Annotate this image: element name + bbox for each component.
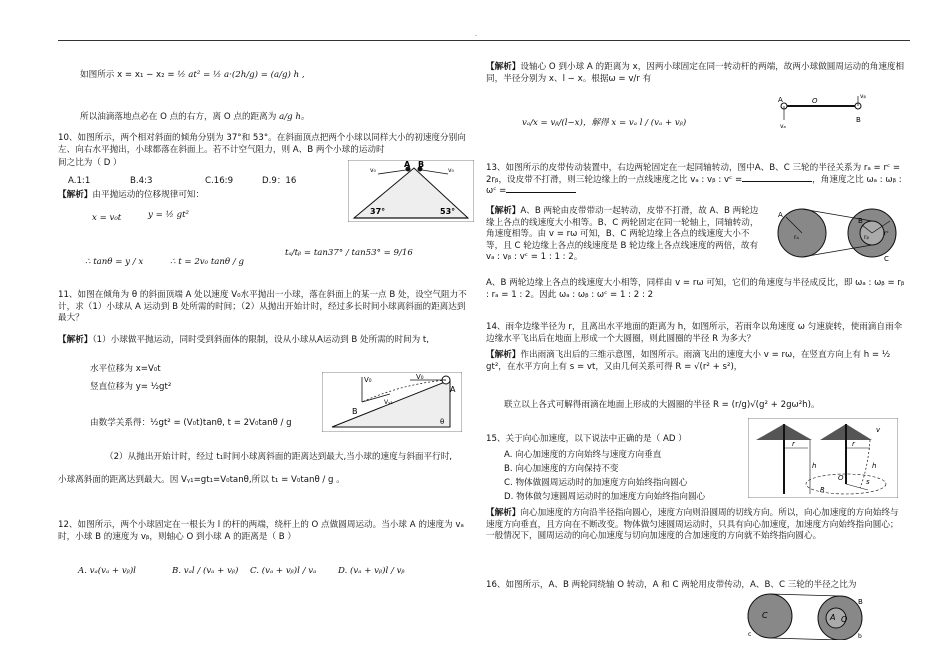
q12-option-b: B. vₐl / (vₐ + vᵦ): [172, 566, 239, 576]
q13-stem-text: 13、如图所示的皮带传动装置中，右边两轮固定在一起同轴转动，图中A、B、C 三轮的半径关系为 rₐ = rᶜ = 2rᵦ，设皮带不打滑，则三轮边缘上的一点线速度之比 vₐ : vᵦ : vᶜ =: [486, 163, 901, 185]
q13-belt-figure: [772, 205, 902, 263]
q13-fig-ra: rₐ: [794, 234, 799, 241]
q14-jiexi-text: 作出雨滴飞出后的三维示意图，如图所示。雨滴飞出的速度大小 v = rω，在竖直方向上有 h = ½ gt²，在水平方向上有 s = vt，又由几何关系可得 R = √(r² + s²)，: [486, 350, 891, 372]
q10-jiexi: [58, 190, 204, 202]
q14-fig-r-2: r: [852, 440, 855, 448]
header-rule: [58, 40, 910, 41]
q10-option-c: C.16:9: [205, 176, 234, 186]
q14-fig-r-1: r: [792, 440, 795, 448]
q11-fig-a: A: [450, 385, 456, 394]
q10-stem: 10、如图所示，两个相对斜面的倾角分别为 37°和 53°。在斜面顶点把两个小球以同样大小的初速度分别向左、向右水平抛出，小球都落在斜面上。若不计空气阻力，则 A、B 两个小球的运动时: [58, 133, 466, 155]
intro-line-1-formula: ½ at² = ½ a·(2h/g) = (a/g) h ,: [177, 70, 305, 80]
q11-line-3: 由数学关系得：½gt² = (V₀t)tanθ, t = 2V₀tanθ / g: [90, 418, 292, 428]
q10-incline-figure: [348, 160, 474, 222]
q11-jiexi-label: 【解析】: [58, 335, 93, 345]
q14-fig-big-r: R: [820, 486, 825, 494]
q11-jiexi: [58, 335, 470, 347]
intro-line-2-text: 所以油滴落地点必在 O 点的右方，离 O 点的距离为: [80, 112, 277, 122]
q15-stem: 15、关于向心加速度，以下说法中正确的是（ AD ）: [486, 434, 687, 444]
q10-formula-5: tₐ/tᵦ = tan37° / tan53° = 9/16: [285, 248, 413, 258]
q10-fig-label-b: B: [418, 160, 425, 169]
q11-fig-v0-b: V₀: [416, 373, 424, 381]
q14-fig-h-2: h: [872, 462, 877, 470]
q12-stem: 12、如图所示，两个小球固定在一根长为 l 的杆的两端，绕杆上的 O 点做圆周运动。当小球 A 的速度为 vₐ时，小球 B 的速度为 vᵦ，则轴心 O 到小球 A 的距离是（ B ）: [58, 520, 464, 542]
q15-option-a: A. 向心加速度的方向始终与速度方向垂直: [504, 450, 662, 460]
q14-fig-h-1: h: [812, 462, 817, 470]
q10-stem-2: 间之比为（ D ）: [58, 158, 122, 168]
q13-jiexi-text: A、B 两轮由皮带带动一起转动，皮带不打滑，故 A、B 两轮边缘上各点的线速度大小相等。B、C 两轮固定在同一轮轴上，同轴转动，角速度相等。由 v = rω 可知，B、C 两轮边缘上各点的线速度大小不等，且 C 轮边缘上各点的线速度是 B 轮边缘上各点线速度的两倍，故有 vₐ : vᵦ : vᶜ = 1 : 1 : 2。: [486, 206, 759, 263]
q12-rod-figure: [776, 92, 876, 132]
q16-fig-c: C: [762, 611, 768, 620]
q12-fig-o: O: [812, 97, 818, 105]
q16-fig-a: A: [830, 613, 836, 622]
q11-jiexi-text: （1）小球做平抛运动，同时受到斜面体的限制，设从小球从A运动到 B 处所需的时间为 t,: [92, 335, 430, 345]
q12-jiexi: [486, 62, 906, 85]
q10-formula-1: x = v₀t: [92, 213, 122, 223]
q13-fig-c: C: [884, 255, 889, 263]
q10-jiexi-label: 【解析】: [58, 190, 93, 200]
q13-fig-a: A: [778, 211, 783, 219]
q13-jiexi-label: 【解析】: [486, 206, 521, 216]
q15-option-c: C. 物体做圆周运动时的加速度方向始终指向圆心: [504, 478, 688, 488]
q13-blank-2: [506, 192, 576, 193]
q16-stem: 16、如图所示，A、B 两轮同绕轴 O 转动，A 和 C 两轮用皮带传动，A、B、C 三轮的半径之比为: [486, 580, 857, 590]
q12-jiexi-text: 设轴心 O 到小球 A 的距离为 x，因两小球固定在同一转动杆的两端，故两小球做圆周运动的角速度相同，半径分别为 x、l − x。根据ω = v/r 有: [486, 62, 905, 84]
q11-fig-b: B: [352, 407, 358, 416]
q12-jiexi-formula: vₐ/x = vᵦ/(l−x)，解得 x = vₐ l / (vₐ + vᵦ): [522, 118, 687, 128]
intro-line-1-text: 如图所示 x = x₁ − x₂ =: [80, 70, 178, 80]
q10-fig-label-a: A: [404, 160, 411, 169]
q12-fig-a: A: [778, 96, 783, 104]
q10-jiexi-text: 由平抛运动的位移规律可知：: [92, 190, 205, 200]
q13-stem: [486, 163, 906, 198]
intro-line-2-tail: a/g h。: [279, 112, 310, 122]
q14-stem: 14、雨伞边缘半径为 r，且离出水平地面的距离为 h，如图所示，若雨伞以角速度 ω 匀速旋转，使雨滴自雨伞边缘水平飞出后在地面上形成一个大圆圈，则此圆圈的半径 R 为多大？: [486, 322, 903, 344]
q10-option-d: D.9：16: [262, 176, 297, 186]
q11-fig-v0-a: V₀: [364, 376, 372, 384]
q11-line-2: 竖直位移为 y= ½gt²: [90, 382, 172, 392]
q10-formula-2: y = ½ gt²: [148, 210, 189, 220]
q11-line-1: 水平位移为 x=V₀t: [90, 364, 161, 374]
q13-jiexi: [486, 206, 766, 264]
q13-blank-1: [742, 181, 812, 182]
q10-option-a: A.1:1: [68, 176, 91, 186]
q14-jiexi-2: 联立以上各式可解得雨滴在地面上形成的大圆圈的半径 R = (r/g)√(g² + 2gω²h)。: [504, 400, 820, 410]
q13-fig-b: B: [858, 217, 863, 225]
q13-stem-text-2: ，角速度之比 ωₐ : ωᵦ : ωᶜ =: [486, 174, 902, 197]
q12-fig-va: vₐ: [780, 123, 786, 130]
q10-fig-angle-37: 37°: [370, 207, 386, 216]
q14-umbrella-figure: [748, 418, 898, 498]
q10-fig-label-v0-left: v₀: [370, 167, 376, 174]
q11-fig-vy1: Vᵧ₁: [384, 399, 393, 406]
intro-line-1: [80, 70, 305, 82]
q16-fig-o: O: [841, 615, 848, 624]
q11-line-5: 小球离斜面的距离达到最大。因 Vᵧ₁=gt₁=V₀tanθ,所以 t₁ = V₀tanθ / g 。: [58, 475, 345, 485]
q15-option-d: D. 物体做匀速圆周运动时的加速度方向始终指向圆心: [504, 492, 706, 502]
q10-fig-label-v0-right: v₀: [448, 167, 454, 174]
q15-jiexi-text: 向心加速度的方向沿半径指向圆心，速度方向则沿圆周的切线方向。所以，向心加速度的方向始终与速度方向垂直，且方向在不断改变。物体做匀速圆周运动时，只具有向心加速度，加速度方向始终指向圆心；一般情况下，圆周运动的向心加速度与切向加速度的合加速度的方向就不始终指向圆心。: [486, 508, 899, 542]
q15-jiexi-label: 【解析】: [486, 508, 521, 518]
q14-jiexi-label: 【解析】: [486, 350, 521, 360]
q12-jiexi-label: 【解析】: [486, 62, 521, 72]
q13-jiexi-2: A、B 两轮边缘上各点的线速度大小相等，同样由 v = rω 可知，它们的角速度与半径成反比，即 ωₐ : ωᵦ = rᵦ : rₐ = 1 : 2。因此 ωₐ : ωᵦ : ωᶜ = 1 : 2 : 2: [486, 278, 905, 300]
q13-fig-rc: rᶜ: [884, 230, 889, 237]
q10-option-b: B.4:3: [130, 176, 153, 186]
q15-jiexi: [486, 508, 906, 543]
q16-fig-b: B: [858, 598, 863, 606]
q16-fig-c-small: c: [748, 631, 752, 638]
q12-fig-vb: vᵦ: [860, 93, 866, 100]
intro-line-2: [80, 112, 309, 124]
q10-formula-4: ∴ t = 2v₀ tanθ / g: [170, 257, 244, 267]
q16-fig-b-small: b: [858, 633, 862, 640]
q11-fig-theta: θ: [440, 418, 445, 426]
header-dot: .: [475, 31, 477, 38]
q15-option-b: B. 向心加速度的方向保持不变: [504, 464, 619, 474]
q14-jiexi: [486, 350, 906, 373]
q14-fig-o: O: [838, 474, 844, 482]
q12-option-c: C. (vₐ + vᵦ)l / vₐ: [250, 566, 317, 576]
q14-fig-s: s: [866, 478, 870, 486]
q16-belt-figure: [746, 592, 876, 640]
q10-fig-angle-53: 53°: [440, 207, 456, 216]
q12-fig-b: B: [856, 116, 861, 124]
q12-option-d: D. (vₐ + vᵦ)l / vᵦ: [338, 566, 405, 576]
q12-option-a: A. vₐ(vₐ + vᵦ)l: [78, 566, 136, 576]
q14-fig-v: v: [876, 426, 881, 434]
q11-incline-figure: [322, 372, 462, 432]
q11-stem: 11、如图在倾角为 θ 的斜面顶端 A 处以速度 V₀水平抛出一小球，落在斜面上的某一点 B 处，设空气阻力不计，求（1）小球从 A 运动到 B 处所需的时间；（2）从抛出开始计时，经过多长时间小球离斜面的距离达到最大？: [58, 290, 467, 324]
q13-fig-rb: rᵦ: [864, 234, 869, 241]
q11-line-4: （2）从抛出开始计时，经过 t₁时间小球离斜面的距离达到最大,当小球的速度与斜面平行时,: [105, 452, 453, 462]
q10-formula-3: ∴ tanθ = y / x: [85, 257, 144, 267]
